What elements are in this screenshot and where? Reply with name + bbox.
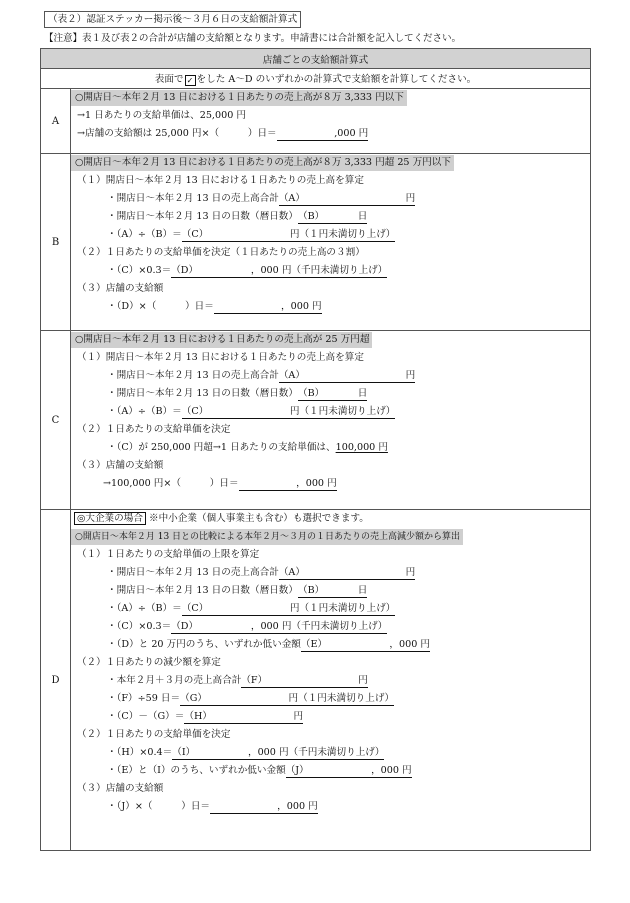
row-b-3: ・（A）÷（B）＝（C） 円（１円未満切り上げ） — [107, 229, 396, 240]
field-a[interactable]: （A） 円 — [278, 567, 416, 578]
field-a[interactable]: （A） 円 — [278, 370, 416, 381]
calculation-table — [40, 48, 591, 851]
row-b-2: ・開店日～本年２月 13 日の日数（暦日数）（B） 日 — [107, 211, 368, 222]
line-a-2: →店舗の支給額は 25,000 円×（ ）日＝ ,000 円 — [77, 128, 369, 139]
checkbox-checked-icon: ✓ — [185, 75, 196, 86]
section-key-d: D — [41, 510, 71, 851]
field-c[interactable]: （C） 円（１円未満切り上げ） — [181, 603, 396, 614]
step-c-2: （２）１日あたりの支給単価を決定 — [77, 424, 231, 435]
large-company-tag: ◎大企業の場合 — [74, 512, 146, 525]
section-a — [41, 89, 591, 154]
step-c-1: （１）開店日～本年２月 13 日における１日あたりの売上高を算定 — [77, 352, 364, 363]
row-b-5: ・（D）×（ ）日＝ ，000 円 — [107, 301, 322, 312]
row-d-8: ・（C）－（G）＝（H） 円 — [107, 711, 304, 722]
row-b-1: ・開店日～本年２月 13 日の売上高合計（A） 円 — [107, 193, 416, 204]
field-f[interactable]: （F） 円 — [241, 675, 368, 686]
row-c-1: ・開店日～本年２月 13 日の売上高合計（A） 円 — [107, 370, 416, 381]
field-a[interactable]: （A） 円 — [278, 193, 416, 204]
step-b-1: （１）開店日～本年２月 13 日における１日あたりの売上高を算定 — [77, 175, 364, 186]
row-d-4: ・（C）×0.3＝（D） ，000 円（千円未満切り上げ） — [107, 621, 388, 632]
unit-price-value: 100,000 円 — [335, 442, 388, 453]
step-d-4: （３）店舗の支給額 — [77, 783, 164, 794]
line-a-1: →1 日あたりの支給単価は、25,000 円 — [77, 110, 246, 121]
row-d-1: ・開店日～本年２月 13 日の売上高合計（A） 円 — [107, 567, 416, 578]
field-c[interactable]: （C） 円（１円未満切り上げ） — [181, 229, 396, 240]
step-c-3: （３）店舗の支給額 — [77, 460, 164, 471]
field-c[interactable]: （C） 円（１円未満切り上げ） — [181, 406, 396, 417]
section-b — [41, 154, 591, 331]
row-d-2: ・開店日～本年２月 13 日の日数（暦日数）（B） 日 — [107, 585, 368, 596]
table-caption: （表２）認証ステッカー掲示後～３月６日の支給額計算式 — [44, 11, 301, 28]
row-c-4: ・（C）が 250,000 円超→1 日あたりの支給単価は、100,000 円 — [107, 442, 388, 453]
section-d — [41, 510, 591, 851]
row-d-7: ・（F）÷59 日＝（G） 円（１円未満切り上げ） — [107, 693, 395, 704]
field-total[interactable]: ，000 円 — [213, 301, 322, 312]
row-d-9: ・（H）×0.4＝（I） ，000 円（千円未満切り上げ） — [107, 747, 385, 758]
large-company-row — [71, 510, 590, 528]
field-j[interactable]: （J） ，000 円 — [285, 765, 412, 776]
field-total[interactable]: ，000 円 — [210, 801, 318, 812]
condition-d: ○開店日～本年２月 13 日との比較による本年２月～３月の１日あたりの売上高減少額から算出 — [71, 528, 590, 546]
row-d-6: ・本年２月＋３月の売上高合計（F） 円 — [107, 675, 368, 686]
step-d-1: （１）１日あたりの支給単価の上限を算定 — [77, 549, 260, 560]
attention-note: 【注意】表１及び表２の合計が店舗の支給額となります。申請書には合計額を記入してください。 — [44, 33, 461, 44]
instruction-post: をした A～D のいずれかの計算式で支給額を計算してください。 — [196, 74, 477, 85]
blank-field[interactable]: ,000 円 — [277, 127, 369, 141]
row-d-11: ・（J）×（ ）日＝ ，000 円 — [107, 801, 318, 812]
field-b[interactable]: （B） 日 — [298, 211, 368, 222]
row-c-5: →100,000 円×（ ）日＝ ，000 円 — [103, 478, 337, 489]
step-d-2: （２）１日あたりの減少額を算定 — [77, 657, 221, 668]
field-e[interactable]: （E） ，000 円 — [300, 639, 430, 650]
condition-b: ○開店日～本年２月 13 日における１日あたりの売上高が８万 3,333 円超 25 万円以下 — [71, 154, 590, 172]
table-title: 店舗ごとの支給額計算式 — [41, 49, 591, 69]
field-total[interactable]: ，000 円 — [238, 478, 337, 489]
section-key-c: C — [41, 331, 71, 510]
row-b-4: ・（C）×0.3＝（D） ，000 円（千円未満切り上げ） — [107, 265, 388, 276]
step-b-2: （２）１日あたりの支給単価を決定（１日あたりの売上高の３割） — [77, 247, 365, 258]
field-i[interactable]: （I） ，000 円（千円未満切り上げ） — [172, 747, 385, 758]
row-c-2: ・開店日～本年２月 13 日の日数（暦日数）（B） 日 — [107, 388, 368, 399]
field-h[interactable]: （H） 円 — [184, 711, 304, 722]
field-b[interactable]: （B） 日 — [298, 585, 368, 596]
section-key-a: A — [41, 89, 71, 154]
field-d[interactable]: （D） ，000 円（千円未満切り上げ） — [171, 621, 388, 632]
section-c — [41, 331, 591, 510]
field-d[interactable]: （D） ，000 円（千円未満切り上げ） — [171, 265, 388, 276]
field-g[interactable]: （G） 円（１円未満切り上げ） — [180, 693, 395, 704]
step-d-3: （２）１日あたりの支給単価を決定 — [77, 729, 231, 740]
instruction-pre: 表面で — [154, 74, 184, 85]
field-b[interactable]: （B） 日 — [298, 388, 368, 399]
condition-c: ○開店日～本年２月 13 日における１日あたりの売上高が 25 万円超 — [71, 331, 590, 349]
row-d-5: ・（D）と 20 万円のうち、いずれか低い金額（E） ，000 円 — [107, 639, 430, 650]
condition-a: ○開店日～本年２月 13 日における１日あたりの売上高が８万 3,333 円以下 — [71, 89, 590, 107]
section-key-b: B — [41, 154, 71, 331]
instruction-row — [41, 69, 591, 89]
row-c-3: ・（A）÷（B）＝（C） 円（１円未満切り上げ） — [107, 406, 396, 417]
sme-note: ※中小企業（個人事業主も含む）も選択できます。 — [149, 513, 369, 524]
row-d-10: ・（E）と（I）のうち、いずれか低い金額（J） ，000 円 — [107, 765, 412, 776]
row-d-3: ・（A）÷（B）＝（C） 円（１円未満切り上げ） — [107, 603, 396, 614]
step-b-3: （３）店舗の支給額 — [77, 283, 164, 294]
